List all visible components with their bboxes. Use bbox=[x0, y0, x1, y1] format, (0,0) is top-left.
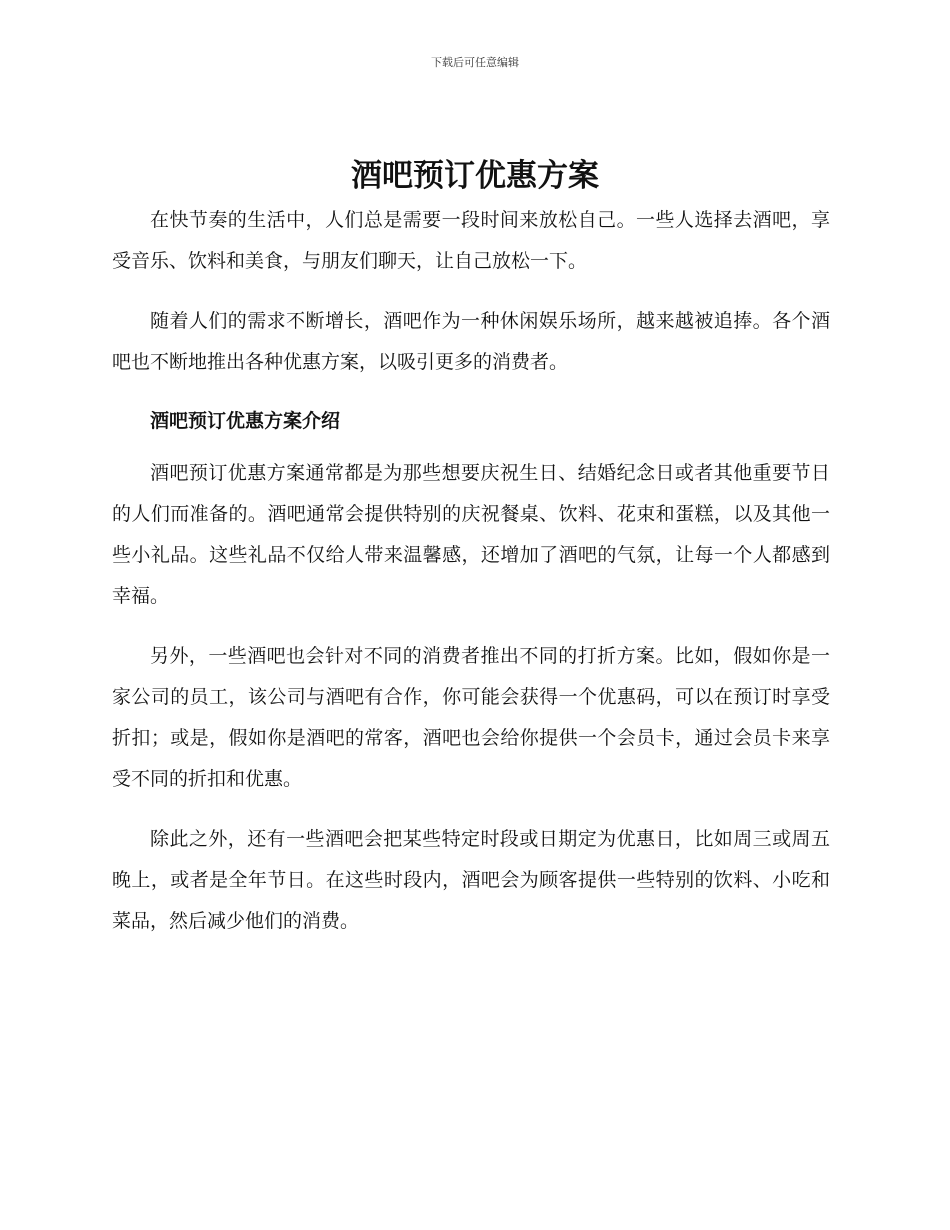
paragraph-intro-1: 在快节奏的生活中，人们总是需要一段时间来放松自己。一些人选择去酒吧，享受音乐、饮料和美食，与朋友们聊天，让自己放松一下。 bbox=[112, 209, 830, 272]
paragraph-body-3: 除此之外，还有一些酒吧会把某些特定时段或日期定为优惠日，比如周三或周五晚上，或者是全年节日。在这些时段内，酒吧会为顾客提供一些特别的饮料、小吃和菜品，然后减少他们的消费。 bbox=[112, 828, 830, 932]
paragraph-intro-2: 随着人们的需求不断增长，酒吧作为一种休闲娱乐场所，越来越被追捧。各个酒吧也不断地推出各种优惠方案，以吸引更多的消费者。 bbox=[112, 310, 830, 373]
document-body bbox=[112, 200, 830, 961]
header-note: 下载后可任意编辑 bbox=[431, 56, 519, 69]
document-title: 酒吧预订优惠方案 bbox=[351, 158, 599, 194]
section-heading: 酒吧预订优惠方案介绍 bbox=[150, 410, 341, 432]
paragraph-body-1: 酒吧预订优惠方案通常都是为那些想要庆祝生日、结婚纪念日或者其他重要节日的人们而准备的。酒吧通常会提供特别的庆祝餐桌、饮料、花束和蛋糕，以及其他一些小礼品。这些礼品不仅给人带来温馨感，还增加了酒吧的气氛，让每一个人都感到幸福。 bbox=[112, 462, 830, 607]
paragraph-body-2: 另外，一些酒吧也会针对不同的消费者推出不同的打折方案。比如，假如你是一家公司的员工，该公司与酒吧有合作，你可能会获得一个优惠码，可以在预订时享受折扣；或是，假如你是酒吧的常客，酒吧也会给你提供一个会员卡，通过会员卡来享受不同的折扣和优惠。 bbox=[112, 645, 830, 790]
